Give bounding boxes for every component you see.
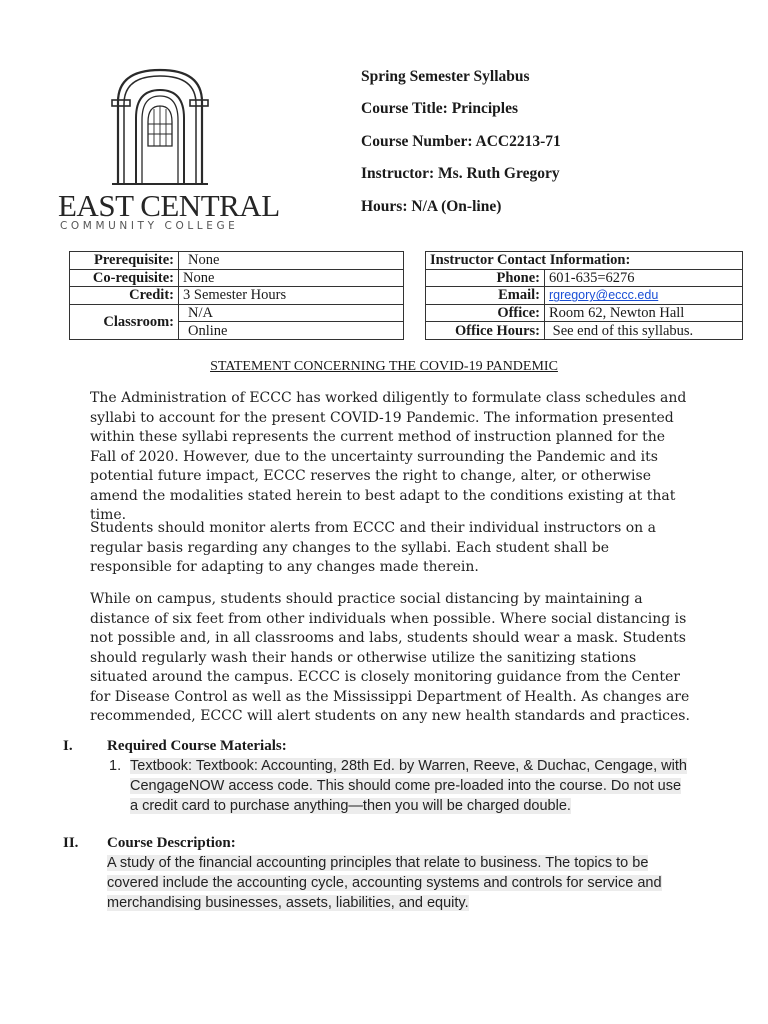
course-title: Course Title: Principles [361,100,518,118]
email-label: Email: [426,287,545,305]
contact-heading: Instructor Contact Information: [426,252,743,270]
list-item-number: 1. [109,758,122,774]
semester-title: Spring Semester Syllabus [361,68,530,85]
corequisite-label: Co-requisite: [70,269,179,287]
table-row [70,252,404,270]
classroom-value: N/A [179,304,404,322]
section-number: I. [63,738,73,754]
covid-paragraph: Students should monitor alerts from ECCC and their individual instructors on a regular basis regarding any changes to the syllabi. Each student shall be responsible for adapting to any changes made therein. [90,520,656,575]
syllabus-header [361,68,561,230]
email-link[interactable]: rgregory@eccc.edu [549,288,659,303]
table-row [426,252,743,270]
archway-icon [110,66,210,188]
college-logo [58,66,280,236]
office-hours-value: See end of this syllabus. [545,322,743,340]
table-row [426,304,743,322]
logo-college-subtitle: COMMUNITY COLLEGE [60,220,239,232]
phone-value: 601-635=6276 [545,269,743,287]
credit-value: 3 Semester Hours [179,287,404,305]
table-row [426,269,743,287]
section-title-materials: Required Course Materials: [107,738,287,754]
course-description [107,854,687,913]
list-item [130,757,690,816]
table-row [426,322,743,340]
office-hours-label: Office Hours: [426,322,545,340]
phone-label: Phone: [426,269,545,287]
covid-paragraph: While on campus, students should practice social distancing by maintaining a distance of six feet from other individuals when possible. Where social distancing is not possible and, in all classrooms and labs, students should wear a mask. Students should regularly wash their hands or otherwise utilize the sanitizing stations situated around the campus. ECCC is closely monitoring guidance from the Center for Disease Control as well as the Mississippi Department of Health. As changes are recommended, ECCC will alert students on any new health standards and practices. [90,591,690,724]
office-label: Office: [426,304,545,322]
email-cell [545,287,743,305]
prerequisite-label: Prerequisite: [70,252,179,270]
logo-college-name: EAST CENTRAL [58,188,280,223]
contact-info-table [425,251,743,340]
instructor-name: Instructor: Ms. Ruth Gregory [361,165,560,183]
table-row [426,287,743,305]
corequisite-value: None [179,269,404,287]
prerequisite-value: None [179,252,404,270]
office-value: Room 62, Newton Hall [545,304,743,322]
course-description-text: A study of the financial accounting principles that relate to business. The topics to be covered include the accounting cycle, accounting systems and controls for service and merchandising businesses, assets, liabilities, and equity. [107,855,662,911]
course-number: Course Number: ACC2213-71 [361,132,561,150]
table-row [70,269,404,287]
course-hours: Hours: N/A (On-line) [361,197,502,215]
credit-label: Credit: [70,287,179,305]
section-number: II. [63,835,79,851]
table-row [70,287,404,305]
section-title-description: Course Description: [107,835,236,851]
table-row [70,304,404,322]
covid-paragraph: The Administration of ECCC has worked diligently to formulate class schedules and syllabi to account for the present COVID-19 Pandemic. The information presented within these syllabi represents the current method of instruction planned for the Fall of 2020. However, due to the uncertainty surrounding the Pandemic and its potential future impact, ECCC reserves the right to change, alter, or otherwise amend the modalities stated herein to best adapt to the conditions existing at that time. [90,390,687,523]
textbook-requirement: Textbook: Textbook: Accounting, 28th Ed. by Warren, Reeve, & Duchac, Cengage, with CengageNOW access code. This should come pre-loaded into the course. Do not use a credit card to purchase anything—then you will be charged double. [130,758,687,814]
covid-statement-title: STATEMENT CONCERNING THE COVID-19 PANDEMIC [210,359,558,374]
classroom-label: Classroom: [70,304,179,339]
course-info-table [69,251,404,340]
classroom-value: Online [179,322,404,340]
